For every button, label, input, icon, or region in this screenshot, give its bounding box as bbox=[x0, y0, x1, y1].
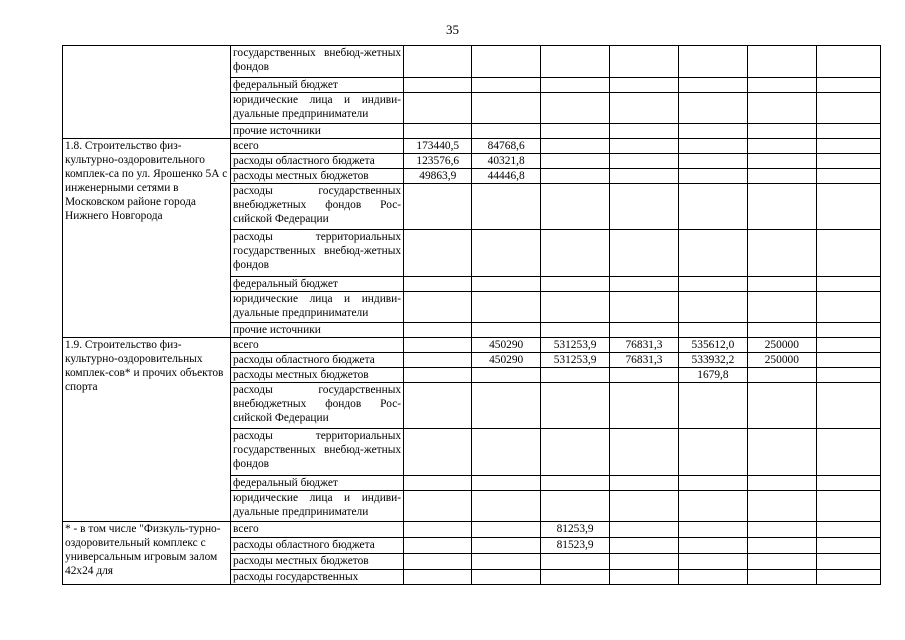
amount-cell: 81523,9 bbox=[540, 538, 609, 554]
amount-cell bbox=[540, 292, 609, 323]
amount-cell bbox=[472, 538, 540, 554]
amount-cell bbox=[748, 323, 816, 338]
amount-cell bbox=[404, 368, 472, 383]
amount-cell bbox=[610, 230, 678, 277]
amount-cell bbox=[816, 338, 880, 353]
amount-cell bbox=[678, 554, 747, 570]
amount-cell bbox=[816, 522, 880, 538]
amount-cell bbox=[610, 46, 678, 78]
funding-source-cell: расходы местных бюджетов bbox=[231, 169, 404, 184]
amount-cell bbox=[540, 383, 609, 429]
amount-cell bbox=[816, 491, 880, 522]
funding-source-cell: расходы местных бюджетов bbox=[231, 554, 404, 570]
amount-cell bbox=[678, 429, 747, 476]
amount-cell bbox=[610, 78, 678, 93]
amount-cell bbox=[472, 368, 540, 383]
amount-cell bbox=[404, 554, 472, 570]
amount-cell bbox=[404, 383, 472, 429]
amount-cell bbox=[816, 277, 880, 292]
amount-cell bbox=[540, 277, 609, 292]
amount-cell bbox=[610, 184, 678, 230]
item-name-cell: 1.8. Строительство физ-культурно-оздоровительного комплек-са по ул. Ярошенко 5А с инженерными сетями в Московском районе города Нижнего Новгорода bbox=[63, 139, 231, 338]
amount-cell bbox=[748, 78, 816, 93]
amount-cell bbox=[540, 93, 609, 124]
table-row bbox=[63, 522, 881, 538]
amount-cell bbox=[678, 78, 747, 93]
amount-cell bbox=[540, 46, 609, 78]
amount-cell bbox=[748, 230, 816, 277]
funding-source-cell: расходы местных бюджетов bbox=[231, 368, 404, 383]
amount-cell bbox=[816, 93, 880, 124]
amount-cell bbox=[472, 78, 540, 93]
amount-cell bbox=[748, 368, 816, 383]
amount-cell bbox=[816, 554, 880, 570]
funding-source-cell: расходы государственных bbox=[231, 570, 404, 585]
amount-cell bbox=[816, 46, 880, 78]
amount-cell bbox=[540, 476, 609, 491]
item-name-cell: 1.9. Строительство физ-культурно-оздоровительных комплек-сов* и прочих объектов спорта bbox=[63, 338, 231, 522]
amount-cell bbox=[678, 491, 747, 522]
amount-cell bbox=[816, 230, 880, 277]
amount-cell bbox=[472, 184, 540, 230]
amount-cell: 76831,3 bbox=[610, 338, 678, 353]
amount-cell bbox=[816, 184, 880, 230]
amount-cell bbox=[748, 124, 816, 139]
amount-cell bbox=[540, 429, 609, 476]
funding-source-cell: расходы областного бюджета bbox=[231, 538, 404, 554]
amount-cell bbox=[540, 78, 609, 93]
amount-cell bbox=[678, 292, 747, 323]
amount-cell bbox=[816, 323, 880, 338]
amount-cell bbox=[748, 570, 816, 585]
amount-cell bbox=[816, 139, 880, 154]
funding-source-cell: юридические лица и индиви-дуальные предприниматели bbox=[231, 93, 404, 124]
amount-cell: 533932,2 bbox=[678, 353, 747, 368]
amount-cell bbox=[540, 491, 609, 522]
amount-cell bbox=[816, 78, 880, 93]
amount-cell: 44446,8 bbox=[472, 169, 540, 184]
amount-cell bbox=[748, 292, 816, 323]
amount-cell bbox=[816, 476, 880, 491]
amount-cell bbox=[472, 323, 540, 338]
amount-cell bbox=[678, 323, 747, 338]
amount-cell bbox=[540, 323, 609, 338]
table-row bbox=[63, 338, 881, 353]
amount-cell bbox=[678, 184, 747, 230]
amount-cell bbox=[816, 538, 880, 554]
amount-cell bbox=[610, 538, 678, 554]
amount-cell bbox=[404, 570, 472, 585]
amount-cell bbox=[610, 522, 678, 538]
amount-cell: 40321,8 bbox=[472, 154, 540, 169]
funding-source-cell: юридические лица и индиви-дуальные предприниматели bbox=[231, 292, 404, 323]
amount-cell bbox=[404, 522, 472, 538]
amount-cell: 450290 bbox=[472, 338, 540, 353]
amount-cell bbox=[748, 491, 816, 522]
amount-cell bbox=[472, 383, 540, 429]
funding-source-cell: всего bbox=[231, 338, 404, 353]
amount-cell bbox=[540, 169, 609, 184]
amount-cell bbox=[472, 277, 540, 292]
amount-cell bbox=[748, 154, 816, 169]
amount-cell: 1679,8 bbox=[678, 368, 747, 383]
amount-cell bbox=[540, 554, 609, 570]
amount-cell bbox=[678, 154, 747, 169]
funding-source-cell: федеральный бюджет bbox=[231, 476, 404, 491]
amount-cell bbox=[678, 538, 747, 554]
amount-cell: 535612,0 bbox=[678, 338, 747, 353]
amount-cell bbox=[748, 476, 816, 491]
amount-cell bbox=[678, 277, 747, 292]
amount-cell bbox=[610, 154, 678, 169]
amount-cell bbox=[404, 93, 472, 124]
amount-cell bbox=[748, 429, 816, 476]
amount-cell: 81253,9 bbox=[540, 522, 609, 538]
amount-cell bbox=[404, 46, 472, 78]
funding-source-cell: расходы государственных внебюджетных фондов Рос-сийской Федерации bbox=[231, 383, 404, 429]
amount-cell bbox=[540, 139, 609, 154]
amount-cell bbox=[678, 230, 747, 277]
amount-cell bbox=[610, 169, 678, 184]
amount-cell bbox=[610, 491, 678, 522]
amount-cell: 76831,3 bbox=[610, 353, 678, 368]
funding-source-cell: прочие источники bbox=[231, 124, 404, 139]
amount-cell bbox=[404, 184, 472, 230]
funding-source-cell: всего bbox=[231, 139, 404, 154]
funding-source-cell: государственных внебюд-жетных фондов bbox=[231, 46, 404, 78]
amount-cell bbox=[404, 292, 472, 323]
amount-cell bbox=[678, 93, 747, 124]
amount-cell bbox=[540, 184, 609, 230]
funding-source-cell: расходы государственных внебюджетных фондов Рос-сийской Федерации bbox=[231, 184, 404, 230]
amount-cell bbox=[816, 353, 880, 368]
amount-cell bbox=[816, 154, 880, 169]
amount-cell bbox=[472, 476, 540, 491]
funding-source-cell: федеральный бюджет bbox=[231, 78, 404, 93]
amount-cell bbox=[748, 169, 816, 184]
amount-cell bbox=[472, 46, 540, 78]
amount-cell bbox=[748, 538, 816, 554]
table-row bbox=[63, 46, 881, 78]
funding-source-cell: расходы областного бюджета bbox=[231, 353, 404, 368]
amount-cell bbox=[748, 522, 816, 538]
amount-cell bbox=[610, 429, 678, 476]
amount-cell bbox=[816, 429, 880, 476]
amount-cell bbox=[610, 554, 678, 570]
amount-cell: 173440,5 bbox=[404, 139, 472, 154]
amount-cell bbox=[610, 139, 678, 154]
amount-cell bbox=[472, 429, 540, 476]
amount-cell bbox=[404, 429, 472, 476]
amount-cell bbox=[748, 46, 816, 78]
amount-cell bbox=[816, 570, 880, 585]
funding-source-cell: прочие источники bbox=[231, 323, 404, 338]
amount-cell bbox=[748, 139, 816, 154]
amount-cell bbox=[540, 124, 609, 139]
amount-cell: 84768,6 bbox=[472, 139, 540, 154]
amount-cell bbox=[678, 46, 747, 78]
amount-cell bbox=[610, 383, 678, 429]
amount-cell bbox=[678, 124, 747, 139]
amount-cell bbox=[540, 154, 609, 169]
amount-cell: 250000 bbox=[748, 338, 816, 353]
amount-cell bbox=[610, 93, 678, 124]
amount-cell bbox=[678, 139, 747, 154]
amount-cell bbox=[816, 383, 880, 429]
table-row bbox=[63, 139, 881, 154]
amount-cell bbox=[610, 368, 678, 383]
funding-table bbox=[62, 45, 881, 585]
amount-cell bbox=[678, 169, 747, 184]
amount-cell bbox=[678, 522, 747, 538]
amount-cell bbox=[472, 570, 540, 585]
funding-source-cell: расходы областного бюджета bbox=[231, 154, 404, 169]
amount-cell: 49863,9 bbox=[404, 169, 472, 184]
amount-cell bbox=[610, 570, 678, 585]
amount-cell bbox=[678, 476, 747, 491]
amount-cell bbox=[404, 476, 472, 491]
amount-cell bbox=[748, 383, 816, 429]
page-number: 35 bbox=[446, 22, 459, 37]
amount-cell: 531253,9 bbox=[540, 353, 609, 368]
amount-cell: 531253,9 bbox=[540, 338, 609, 353]
amount-cell bbox=[678, 570, 747, 585]
amount-cell: 450290 bbox=[472, 353, 540, 368]
funding-source-cell: расходы территориальных государственных внебюд-жетных фондов bbox=[231, 429, 404, 476]
amount-cell bbox=[610, 292, 678, 323]
amount-cell bbox=[404, 338, 472, 353]
amount-cell bbox=[472, 491, 540, 522]
funding-source-cell: расходы территориальных государственных внебюд-жетных фондов bbox=[231, 230, 404, 277]
amount-cell: 250000 bbox=[748, 353, 816, 368]
amount-cell bbox=[472, 230, 540, 277]
amount-cell bbox=[816, 124, 880, 139]
amount-cell bbox=[540, 368, 609, 383]
item-name-cell: * - в том числе "Физкуль-турно-оздоровительный комплекс с универсальным игровым залом 42х24 для bbox=[63, 522, 231, 585]
amount-cell bbox=[472, 124, 540, 139]
amount-cell bbox=[472, 93, 540, 124]
funding-source-cell: федеральный бюджет bbox=[231, 277, 404, 292]
amount-cell: 123576,6 bbox=[404, 154, 472, 169]
amount-cell bbox=[678, 383, 747, 429]
amount-cell bbox=[610, 323, 678, 338]
funding-source-cell: юридические лица и индиви-дуальные предприниматели bbox=[231, 491, 404, 522]
amount-cell bbox=[404, 78, 472, 93]
amount-cell bbox=[610, 277, 678, 292]
amount-cell bbox=[610, 476, 678, 491]
amount-cell bbox=[540, 570, 609, 585]
amount-cell bbox=[404, 124, 472, 139]
amount-cell bbox=[404, 491, 472, 522]
amount-cell bbox=[404, 230, 472, 277]
amount-cell bbox=[748, 93, 816, 124]
item-name-cell bbox=[63, 46, 231, 139]
amount-cell bbox=[404, 277, 472, 292]
amount-cell bbox=[748, 277, 816, 292]
amount-cell bbox=[404, 538, 472, 554]
amount-cell bbox=[472, 554, 540, 570]
funding-source-cell: всего bbox=[231, 522, 404, 538]
amount-cell bbox=[404, 353, 472, 368]
amount-cell bbox=[816, 368, 880, 383]
amount-cell bbox=[472, 292, 540, 323]
amount-cell bbox=[748, 184, 816, 230]
amount-cell bbox=[816, 292, 880, 323]
amount-cell bbox=[404, 323, 472, 338]
amount-cell bbox=[816, 169, 880, 184]
amount-cell bbox=[472, 522, 540, 538]
amount-cell bbox=[748, 554, 816, 570]
amount-cell bbox=[610, 124, 678, 139]
amount-cell bbox=[540, 230, 609, 277]
